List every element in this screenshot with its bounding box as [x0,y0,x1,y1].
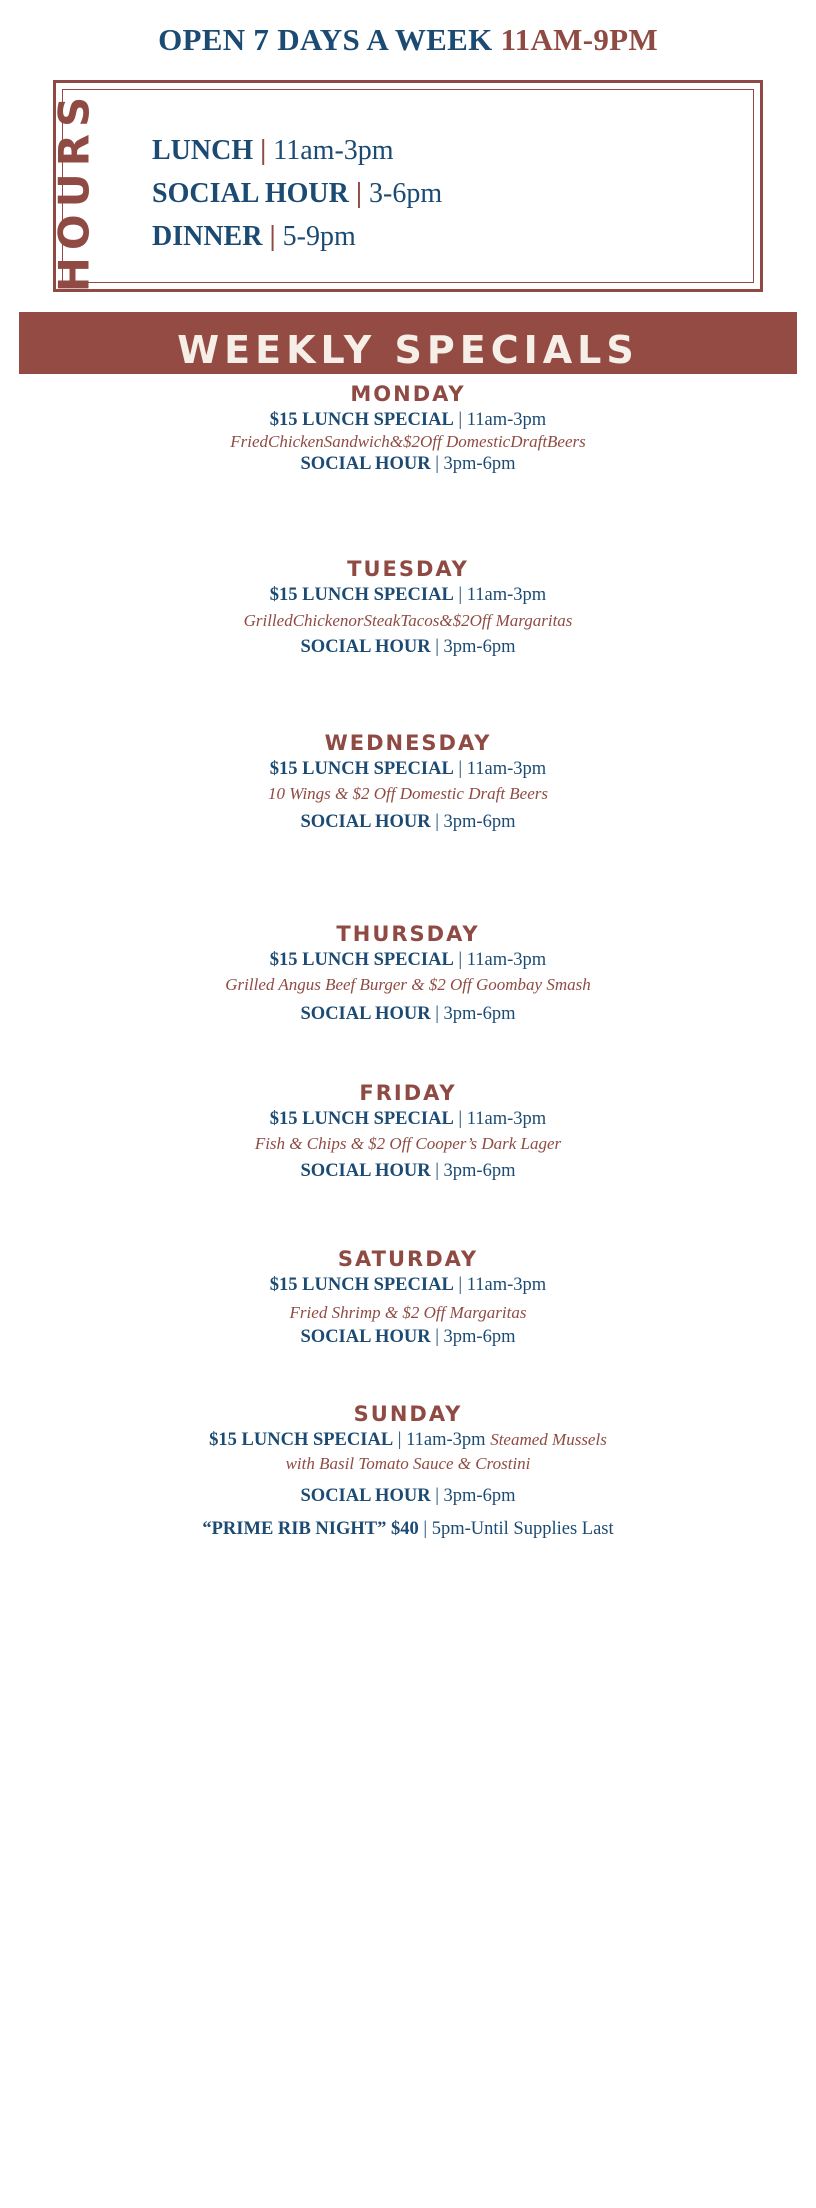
open-days-heading [0,22,816,58]
dish-description: FriedChickenSandwich&$2Off DomesticDraftBeers [230,432,586,451]
lunch-special-label: $15 LUNCH SPECIAL [269,1109,454,1129]
dish-description: Fish & Chips & $2 Off Cooper’s Dark Lager [254,1134,562,1153]
dish-description-inline: Steamed Mussels [490,1430,607,1449]
social-hour-time: | 3pm-6pm [435,1486,516,1506]
lunch-special-label: $15 LUNCH SPECIAL [269,1275,454,1295]
weekly-specials-title: WEEKLY SPECIALS [177,328,639,372]
hours-label: DINNER [152,221,263,252]
open-days-label: OPEN 7 DAYS A WEEK [158,22,493,57]
lunch-special-label: $15 LUNCH SPECIAL [209,1430,394,1450]
lunch-special-line [0,1274,816,1296]
social-hour-time: | 3pm-6pm [435,1161,516,1181]
hours-label: SOCIAL HOUR [152,178,349,209]
hours-time: 3-6pm [369,178,443,209]
day-name: THURSDAY [336,922,480,946]
social-hour-line [0,1326,816,1348]
social-hour-line [0,811,816,833]
day-section-monday [0,381,816,475]
day-section-thursday [0,921,816,1025]
day-name: SUNDAY [353,1402,463,1426]
social-hour-label: SOCIAL HOUR [300,454,431,474]
lunch-special-label: $15 LUNCH SPECIAL [269,585,454,605]
lunch-special-time: | 11am-3pm [458,950,547,970]
hours-row-dinner [152,215,442,258]
hours-time: 5-9pm [282,221,356,252]
hours-separator: | [260,135,267,166]
hours-separator: | [269,221,276,252]
social-hour-line [0,1003,816,1025]
hours-list [152,129,442,258]
lunch-special-time: | 11am-3pm [458,1109,547,1129]
day-name: WEDNESDAY [324,731,492,755]
dish-description: 10 Wings & $2 Off Domestic Draft Beers [267,784,548,803]
lunch-special-line [0,584,816,606]
lunch-special-time: | 11am-3pm [397,1430,486,1450]
prime-rib-time: | 5pm-Until Supplies Last [423,1519,614,1539]
prime-rib-label: “PRIME RIB NIGHT” $40 [202,1519,419,1539]
day-section-saturday [0,1246,816,1348]
social-hour-line [0,1485,816,1507]
lunch-special-time: | 11am-3pm [458,410,547,430]
lunch-special-line [0,949,816,971]
lunch-special-time: | 11am-3pm [458,585,547,605]
hours-separator: | [355,178,362,209]
dish-description: with Basil Tomato Sauce & Crostini [285,1454,531,1473]
lunch-special-line [0,1429,816,1451]
social-hour-label: SOCIAL HOUR [300,1004,431,1024]
day-section-sunday [0,1401,816,1540]
hours-label: LUNCH [152,135,254,166]
lunch-special-label: $15 LUNCH SPECIAL [269,950,454,970]
day-name: SATURDAY [337,1247,479,1271]
lunch-special-line [0,758,816,780]
day-name: TUESDAY [347,557,469,581]
day-name: MONDAY [350,382,466,406]
dish-description: Fried Shrimp & $2 Off Margaritas [289,1303,527,1322]
social-hour-time: | 3pm-6pm [435,812,516,832]
social-hour-line [0,636,816,658]
social-hour-label: SOCIAL HOUR [300,1161,431,1181]
social-hour-line [0,453,816,475]
social-hour-label: SOCIAL HOUR [300,812,431,832]
social-hour-time: | 3pm-6pm [435,1004,516,1024]
hours-row-social [152,172,442,215]
day-name: FRIDAY [359,1081,457,1105]
prime-rib-line [0,1518,816,1540]
social-hour-line [0,1160,816,1182]
day-section-tuesday [0,556,816,658]
social-hour-label: SOCIAL HOUR [300,1327,431,1347]
lunch-special-time: | 11am-3pm [458,1275,547,1295]
lunch-special-label: $15 LUNCH SPECIAL [269,410,454,430]
hours-box [49,80,763,293]
lunch-special-line [0,409,816,431]
social-hour-label: SOCIAL HOUR [300,637,431,657]
open-hours-range: 11AM-9PM [500,22,658,57]
hours-row-lunch [152,129,442,172]
day-section-friday [0,1080,816,1182]
lunch-special-time: | 11am-3pm [458,759,547,779]
dish-description: Grilled Angus Beef Burger & $2 Off Goombay Smash [225,975,591,994]
hours-title: HOURS [49,89,99,293]
day-section-wednesday [0,730,816,833]
social-hour-time: | 3pm-6pm [435,637,516,657]
hours-time: 11am-3pm [273,135,394,166]
lunch-special-line [0,1108,816,1130]
social-hour-time: | 3pm-6pm [435,1327,516,1347]
social-hour-label: SOCIAL HOUR [300,1486,431,1506]
social-hour-time: | 3pm-6pm [435,454,516,474]
dish-description: GrilledChickenorSteakTacos&$2Off Margaritas [243,611,573,630]
lunch-special-label: $15 LUNCH SPECIAL [269,759,454,779]
